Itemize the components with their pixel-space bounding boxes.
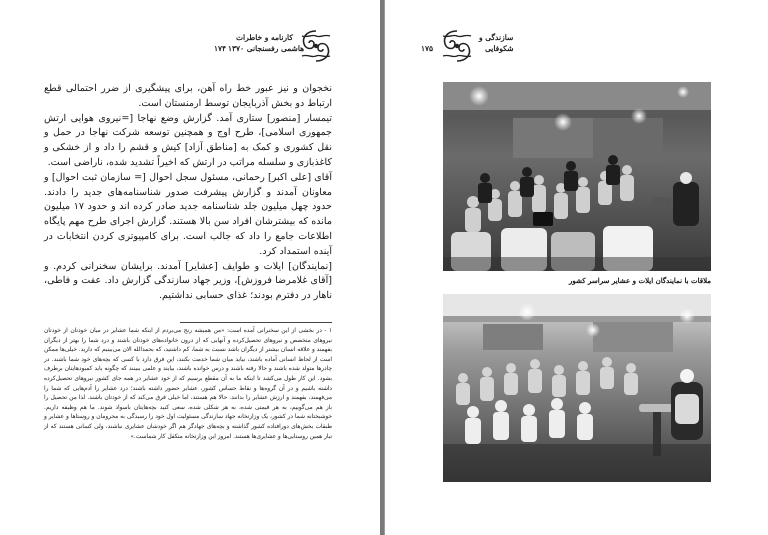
paragraph: نخجوان و نیز عبور خط راه آهن، برای پیشگیری از ضرر احتمالی قطع ارتباط دو بخش آذربایجان توسط ارمنستان است. [44,83,332,109]
left-page-number: ۱۷۴ [214,44,227,53]
paragraph: آقای [علی اکبر] رحمانی، مسئول سجل احوال [= سازمان ثبت احوال] و معاونان آمدند و گزارش پیشرفت صدور شناسنامه‌های جدید را دادند. حدود چهل میلیون جلد شناسنامه جدید صادر کرده اند و حدود ۱۷ میلیون مانده که بیشترشان افراد سن بالا هستند. گزارش اجرای طرح مهم پایگاه اطلاعات جامع را داد که جالب است. برای کامپیوتری کردن انتخابات در آینده استمداد کرد. [44,171,332,257]
left-page [0,0,381,535]
left-header-title: کارنامه و خاطرات [236,33,293,42]
paragraph: [نمایندگان] ایلات و طوایف [عشایر] آمدند. برایشان سخنرانی کردم. و [آقای غلامرضا فروزش]، وزیر جهاد سازندگی گزارش داد. عفت و فاطی، ناهار در دفترم بودند؛ غذای حسابی نداشتیم. [44,260,332,302]
photo-caption: ملاقات با نمایندگان ایلات و عشایر سراسر کشور [569,276,711,285]
meeting-photo-top-image [443,82,711,271]
right-header-title: سازندگی و [479,33,514,42]
meeting-photo-bottom-image [443,294,711,482]
right-header-subtitle: شکوفایی [485,44,514,53]
paragraph: تیمسار [منصور] ستاری آمد. گزارش وضع نهاجا [=نیروی هوایی ارتش جمهوری اسلامی]، طرح اوج و همچنین توسعه شرکت نهاجا در حمل و نقل کشوری و کمک به [مناطق آزاد] کیش و قشم را داد و از خشکی و کاغذبازی و سلسله مراتب در ارتش که اخیراً تشدید شده، ناراضی است. [44,112,332,168]
right-page [384,0,768,535]
footnote-divider [180,322,332,323]
ornament-icon [439,28,475,64]
footnote: ۱ - در بخشی از این سخنرانی آمده است: «من همیشه رنج می‌بردم از اینکه شما عشایر در میان خودتان از خودتان نیروهای متخصص و نیروهای تحصیل‌کرده و آنهایی که از درون خانواده‌های خودتان باشند و درد شما را بهتر از دیگران بفهمند و علاقه انسان بیشتر از دیگران باشد نسبت به شما، کم داشتید، که بحمدالله الان می‌بینیم که دارید. خیلی‌ها ممکن است از لحاظ انسانی آماده باشند، نیاید میان شما خدمت بکنند، این فرق دارد با کسی که بچه‌های خود شما باشند. در چادرها متولد شده باشند و حالا رفته باشند و درس خوانده باشند، بیایند و علمی ببینند که چگونه باید کمبودهایتان برطرف بشود. این کار طول می‌کشد تا اینکه ما به آن مقطع برسیم که از خود عشایر در همه جای کشور نیروهای تحصیل‌کرده داشته باشیم و در آن گروه‌ها و نقاط حساس کشور، عشایر حضور داشته باشند؛ درد عشایر را آدم‌هایی که شما را می‌فهمند، بفهمند و ارزش عشایر را بدانند. حالا هم هستند، اما خیلی فرق می‌کند که از خودتان باشند. لذا من تحصیل را باز هم می‌گوییم، به هر قیمتی شده، به هر شکلی شده، سعی کنید بچه‌هایتان باسواد شوند. ما هم وظیفه داریم. خوشبختانه شما در کشور، یک وزارتخانه جهاد سازندگی مسئولیت اول خود را رسیدگی به محرومان و روستاها و عشایر و طبقات بخش‌های دورافتاده کشور گذاشته و بچه‌های جهادگر هم اگر خودشان عشایری نباشند، ولی کسانی هستند که از تبار همین روستایی‌ها و عشایری‌ها هستند. امروز این وزارتخانه متکفل کار شماست.» [44,328,332,440]
right-page-number: ۱۷۵ [421,44,434,53]
meeting-photo-bottom [443,294,711,482]
left-header-subtitle: هاشمی رفسنجانی ۱۳۷۰ [228,44,305,53]
meeting-photo-top [443,82,711,271]
left-body-text [44,82,332,304]
